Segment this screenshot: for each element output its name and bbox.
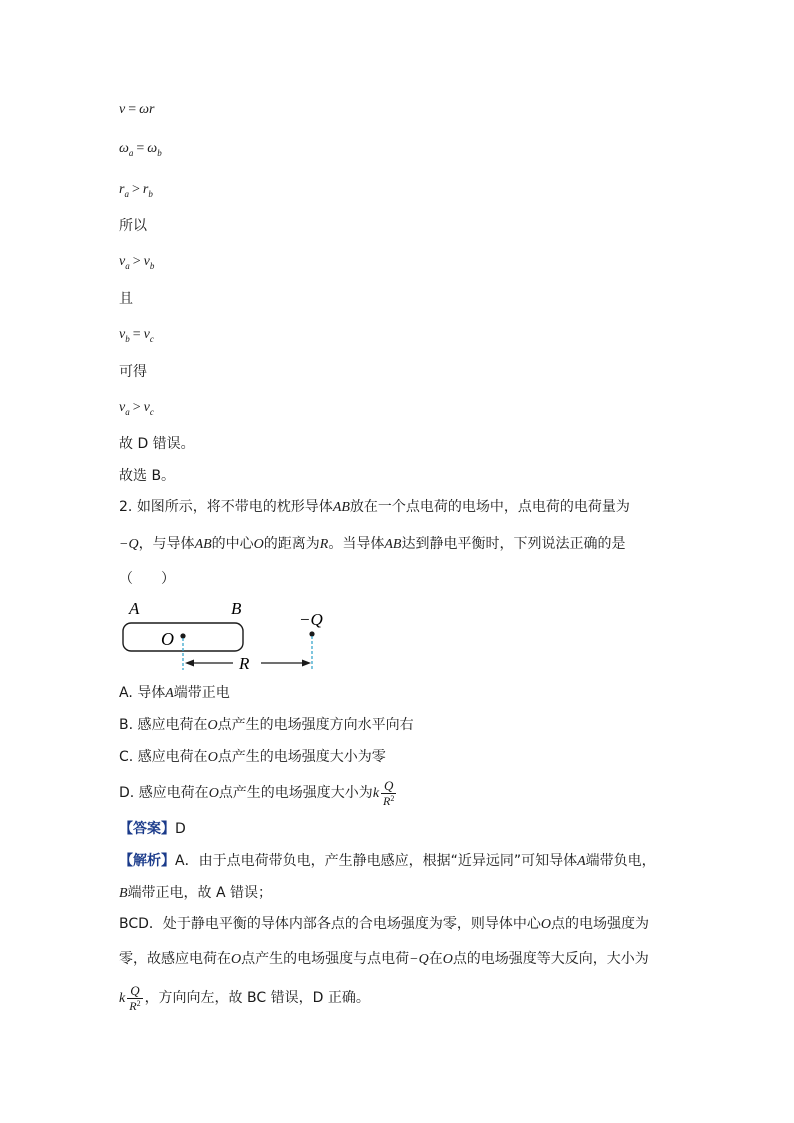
option-a: A. 导体A端带正电 — [119, 685, 230, 701]
label-neg-q: −Q — [299, 610, 323, 629]
option-d: D. 感应电荷在O点产生的电场强度大小为k $\frac{Q}{R^2}$ — [119, 777, 395, 808]
option-b: B. 感应电荷在O点产生的电场强度方向水平向右 — [119, 717, 414, 733]
analysis-line-1: 【解析】A．由于点电荷带负电，产生静电感应，根据“近异远同”可知导体A端带负电， — [119, 853, 656, 869]
question-line-1: 2. 如图所示，将不带电的枕形导体AB放在一个点电荷的电场中，点电荷的电荷量为 — [119, 499, 630, 515]
analysis-line-5: k $\frac{Q}{R^2}$ ，方向向左，故 BC 错误，D 正确。 — [119, 982, 370, 1013]
equation-omega-equal: $\omega_a = \omega_b$ — [119, 141, 162, 158]
fraction-q-r2-analysis: $\frac{Q}{R^2}$ — [129, 982, 141, 1013]
arrow-left-head — [185, 660, 194, 667]
equation-v-omega-r: v = ωr — [119, 102, 155, 117]
equation-va-vb: $v_a > v_b$ — [119, 254, 155, 271]
text-and: 且 — [119, 291, 133, 307]
fraction-q-r2: $\frac{Q}{R^2}$ — [383, 777, 395, 808]
answer-tag: 【答案】 — [119, 821, 175, 837]
analysis-line-2: B端带正电，故 A 错误； — [119, 885, 273, 901]
analysis-tag: 【解析】 — [119, 853, 175, 869]
arrow-right-head — [302, 660, 311, 667]
label-b: B — [231, 599, 242, 618]
label-o: O — [161, 629, 174, 649]
question-number: 2. — [119, 499, 133, 515]
answer-line — [119, 819, 186, 839]
question-paren: （ ） — [119, 571, 175, 587]
analysis-line-3: BCD．处于静电平衡的导体内部各点的合电场强度为零，则导体中心O点的电场强度为 — [119, 916, 650, 932]
point-charge — [309, 631, 314, 636]
answer-value: D — [175, 821, 186, 837]
pillow-conductor-figure — [119, 596, 339, 676]
equation-va-vc: $v_a > v_c$ — [119, 400, 154, 417]
label-r: R — [239, 654, 250, 673]
text-choose-b: 故选 B。 — [119, 468, 176, 484]
option-c: C. 感应电荷在O点产生的电场强度大小为零 — [119, 749, 386, 765]
text-so: 所以 — [119, 218, 147, 234]
equation-r-compare: $r_a > r_b$ — [119, 182, 153, 199]
text-hence: 可得 — [119, 364, 147, 380]
label-a: A — [129, 599, 140, 618]
question-line-2: −Q，与导体AB的中心O的距离为R。当导体AB达到静电平衡时，下列说法正确的是 — [119, 536, 626, 552]
equation-vb-vc: $v_b = v_c$ — [119, 327, 154, 344]
analysis-line-4: 零，故感应电荷在O点产生的电场强度与点电荷−Q在O点的电场强度等大反向，大小为 — [119, 951, 649, 967]
text-d-wrong: 故 D 错误。 — [119, 436, 195, 452]
center-point-o — [180, 633, 185, 638]
